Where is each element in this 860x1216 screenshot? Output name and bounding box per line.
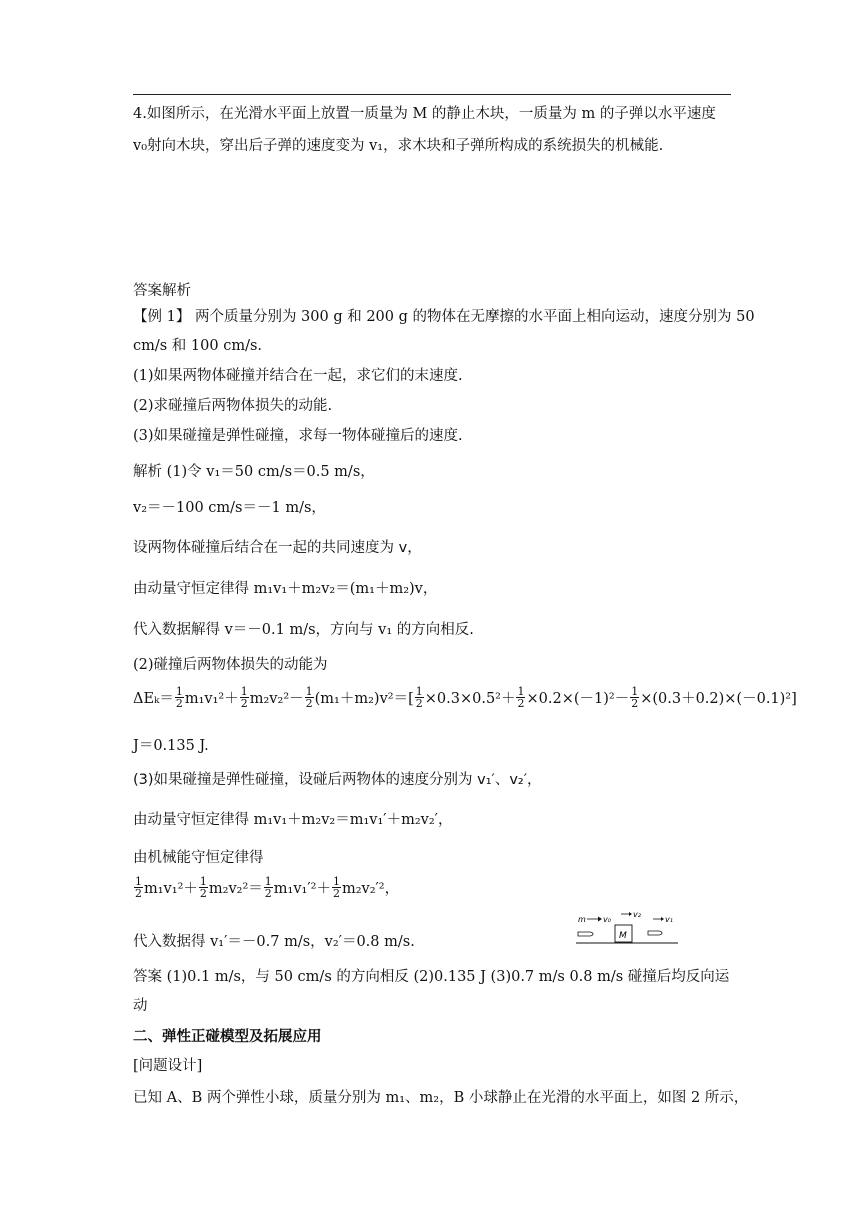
- fraction: $\frac{1}{2}$: [305, 685, 313, 710]
- example1-question3: (3)如果碰撞是弹性碰撞，求每一物体碰撞后的速度.: [133, 428, 463, 444]
- kinetic-energy-loss-formula: [133, 686, 797, 709]
- arrow-v2-head: [629, 912, 632, 916]
- formula-term: m₂v₂²＝: [208, 881, 263, 897]
- header-rule: [133, 94, 731, 95]
- solution-line2: v₂＝－100 cm/s＝－1 m/s，: [133, 500, 326, 516]
- example1-line1: 【例 1】 两个质量分别为 300 g 和 200 g 的物体在无摩擦的水平面上相向运动，速度分别为 50: [133, 309, 755, 325]
- solution-line6: (2)碰撞后两物体损失的动能为: [133, 657, 328, 673]
- formula-term: (m₁＋m₂)v²＝[: [314, 691, 414, 707]
- energy-conservation-formula: [133, 876, 399, 899]
- figure-label-v1: v₁: [665, 915, 673, 924]
- example1-question1: (1)如果两物体碰撞并结合在一起，求它们的末速度.: [133, 368, 463, 384]
- example1-line2: cm/s 和 100 cm/s.: [133, 338, 263, 354]
- figure-label-m: m: [578, 915, 586, 924]
- fraction: $\frac{1}{2}$: [199, 875, 207, 900]
- answer-line1: 答案 (1)0.1 m/s，与 50 cm/s 的方向相反 (2)0.135 J (3)0.7 m/s 0.8 m/s 碰撞后均反向运: [133, 969, 730, 985]
- fraction: $\frac{1}{2}$: [264, 875, 272, 900]
- solution-line5: 代入数据解得 v＝－0.1 m/s，方向与 v₁ 的方向相反.: [133, 622, 474, 638]
- formula-term: m₁v₁²＋: [144, 881, 198, 897]
- formula-term: ×(0.3＋0.2)×(－0.1)²]: [640, 691, 797, 707]
- solution-line1: 解析 (1)令 v₁＝50 cm/s＝0.5 m/s，: [133, 464, 375, 480]
- arrow-v0-head: [598, 917, 602, 922]
- formula-term: ×0.2×(－1)²－: [526, 691, 630, 707]
- section2-subtitle: [问题设计]: [133, 1058, 203, 1074]
- formula-term: m₂v₂′²，: [341, 881, 400, 897]
- fraction: $\frac{1}{2}$: [135, 875, 142, 900]
- bullet-before: [578, 932, 593, 936]
- formula-term: ×0.3×0.5²＋: [424, 691, 516, 707]
- solution-line11: 代入数据得 v₁′＝－0.7 m/s，v₂′＝0.8 m/s.: [133, 934, 415, 950]
- solution-line4: 由动量守恒定律得 m₁v₁＋m₂v₂＝(m₁＋m₂)v，: [133, 581, 438, 597]
- problem4-line2: v₀射向木块，穿出后子弹的速度变为 v₁，求木块和子弹所构成的系统损失的机械能.: [133, 138, 664, 154]
- arrow-v1-head: [661, 917, 664, 921]
- bullet-block-figure: [574, 910, 684, 946]
- formula-term: ΔEₖ＝: [133, 691, 174, 707]
- fraction: $\frac{1}{2}$: [517, 685, 525, 710]
- answer-line2: 动: [133, 998, 148, 1014]
- figure-label-v2: v₂: [633, 910, 641, 919]
- problem4-line1: 4.如图所示，在光滑水平面上放置一质量为 M 的静止木块，一质量为 m 的子弹以水平速度: [133, 106, 716, 122]
- solution-line9: 由动量守恒定律得 m₁v₁＋m₂v₂＝m₁v₁′＋m₂v₂′，: [133, 812, 453, 828]
- section2-title: 二、弹性正碰模型及拓展应用: [133, 1029, 322, 1045]
- fraction: $\frac{1}{2}$: [175, 685, 183, 710]
- solution-line3: 设两物体碰撞后结合在一起的共同速度为 v，: [133, 540, 422, 556]
- figure-label-v0: v₀: [603, 915, 611, 924]
- section2-line1: 已知 A、B 两个弹性小球，质量分别为 m₁、m₂，B 小球静止在光滑的水平面上，如图 2 所示，: [133, 1090, 749, 1106]
- solution-line10: 由机械能守恒定律得: [133, 850, 264, 866]
- fraction: $\frac{1}{2}$: [332, 875, 340, 900]
- formula-term: m₁v₁′²＋: [273, 881, 331, 897]
- figure-label-M: M: [619, 931, 627, 941]
- solution-line8: (3)如果碰撞是弹性碰撞，设碰后两物体的速度分别为 v₁′、v₂′，: [133, 772, 542, 788]
- fraction: $\frac{1}{2}$: [240, 685, 248, 710]
- solution-line7: J＝0.135 J.: [133, 738, 209, 754]
- fraction: $\frac{1}{2}$: [415, 685, 423, 710]
- example1-question2: (2)求碰撞后两物体损失的动能.: [133, 398, 333, 414]
- fraction: $\frac{1}{2}$: [631, 685, 639, 710]
- formula-term: m₂v₂²－: [249, 691, 304, 707]
- answer-heading: 答案解析: [133, 283, 191, 299]
- bullet-after: [648, 931, 662, 935]
- formula-term: m₁v₁²＋: [184, 691, 239, 707]
